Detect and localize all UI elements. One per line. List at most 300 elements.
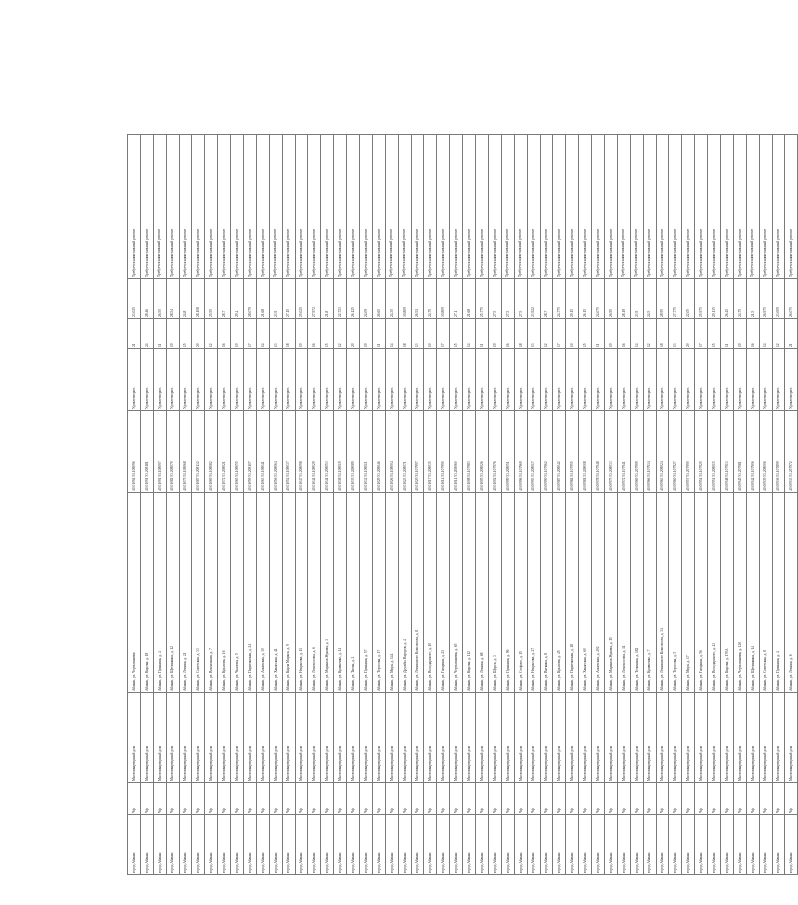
cell-status-note: Требуется капитальный ремонт	[592, 135, 605, 279]
cell-municipality: город Абакан	[514, 815, 527, 875]
cell-municipality: город Абакан	[128, 815, 141, 875]
cell-address: Абакан, ул. Щетинкина, д. 14	[746, 493, 759, 693]
cell-year-count: 18	[514, 319, 527, 349]
table-row	[179, 135, 192, 875]
cell-building-type: Многоквартирный дом	[708, 693, 721, 783]
cell-address: Абакан, ул. Вокзальная, д. 7	[205, 493, 218, 693]
cell-building-type: Многоквартирный дом	[720, 693, 733, 783]
cell-area: 24.75	[733, 279, 746, 319]
table-row	[153, 135, 166, 875]
cell-cadastral: 40.00951 53.208015	[708, 411, 721, 493]
cell-category: Чф	[192, 783, 205, 815]
cell-building-type: Многоквартирный дом	[179, 693, 192, 783]
table-row	[231, 135, 244, 875]
cell-area: 24.35	[385, 279, 398, 319]
table-row	[566, 135, 579, 875]
cell-category: Чф	[553, 783, 566, 815]
cell-status-note: Требуется капитальный ремонт	[463, 135, 476, 279]
cell-building-type: Многоквартирный дом	[334, 693, 347, 783]
cell-year-count: 15	[450, 319, 463, 349]
cell-municipality: город Абакан	[218, 815, 231, 875]
cell-area: 28.95	[656, 279, 669, 319]
table-row	[682, 135, 695, 875]
cell-condition: Удовлетворит.	[166, 349, 179, 411]
cell-cadastral: 40.00963 53.208024	[656, 411, 669, 493]
cell-building-type: Многоквартирный дом	[308, 693, 321, 783]
cell-cadastral: 40.00957 53.207990	[682, 411, 695, 493]
cell-category: Чф	[128, 783, 141, 815]
cell-municipality: город Абакан	[153, 815, 166, 875]
cell-category: Чф	[630, 783, 643, 815]
cell-cadastral: 40.00954 51.107920	[695, 411, 708, 493]
cell-condition: Удовлетворит.	[140, 349, 153, 411]
table-row	[772, 135, 785, 875]
cell-cadastral: 40.01052 51.108037	[282, 411, 295, 493]
cell-municipality: город Абакан	[772, 815, 785, 875]
cell-municipality: город Абакан	[785, 815, 798, 875]
cell-year-count: 19	[295, 319, 308, 349]
cell-cadastral: 40.01011 53.208060	[450, 411, 463, 493]
cell-municipality: город Абакан	[682, 815, 695, 875]
cell-address: Абакан, ул. Тихая, д. 2	[347, 493, 360, 693]
cell-area: 23.025	[128, 279, 141, 319]
cell-address: Абакан, ул. Ломоносова, д. 6	[308, 493, 321, 693]
cell-condition: Удовлетворит.	[746, 349, 759, 411]
cell-area: 24.75	[424, 279, 437, 319]
cell-condition: Удовлетворит.	[424, 349, 437, 411]
cell-cadastral: 40.01047 53.208098	[295, 411, 308, 493]
cell-area: 28.079	[244, 279, 257, 319]
cell-address: Абакан, ул. Вяткина, д. 8	[540, 493, 553, 693]
cell-category: Чф	[501, 783, 514, 815]
cell-status-note: Требуется капитальный ремонт	[231, 135, 244, 279]
cell-cadastral: 40.00945 53.207981	[733, 411, 746, 493]
cell-municipality: город Абакан	[334, 815, 347, 875]
cell-area: 25.975	[695, 279, 708, 319]
cell-municipality: город Абакан	[656, 815, 669, 875]
cell-year-count: 19	[488, 319, 501, 349]
cell-address: Абакан, ул. Маршала Жукова, д. 15	[604, 493, 617, 693]
cell-category: Чф	[476, 783, 489, 815]
cell-cadastral: 40.00975 53.208033	[604, 411, 617, 493]
cell-year-count: 10	[424, 319, 437, 349]
cell-building-type: Многоквартирный дом	[231, 693, 244, 783]
cell-condition: Удовлетворит.	[514, 349, 527, 411]
cell-cadastral: 40.00996 51.107969	[514, 411, 527, 493]
cell-category: Чф	[540, 783, 553, 815]
cell-building-type: Многоквартирный дом	[450, 693, 463, 783]
cell-category: Чф	[604, 783, 617, 815]
cell-address: Абакан, ул. Пушкина, д. 4	[153, 493, 166, 693]
cell-condition: Удовлетворит.	[579, 349, 592, 411]
cell-condition: Удовлетворит.	[643, 349, 656, 411]
cell-category: Чф	[695, 783, 708, 815]
table-row	[282, 135, 295, 875]
table-row	[166, 135, 179, 875]
table-row	[437, 135, 450, 875]
cell-building-type: Многоквартирный дом	[218, 693, 231, 783]
cell-category: Чф	[347, 783, 360, 815]
cell-municipality: город Абакан	[244, 815, 257, 875]
cell-status-note: Требуется капитальный ремонт	[604, 135, 617, 279]
cell-year-count: 20	[192, 319, 205, 349]
cell-category: Чф	[682, 783, 695, 815]
cell-status-note: Требуется капитальный ремонт	[334, 135, 347, 279]
cell-area: 24.075	[592, 279, 605, 319]
cell-condition: Удовлетворит.	[179, 349, 192, 411]
cell-condition: Удовлетворит.	[347, 349, 360, 411]
cell-area: 23.9	[630, 279, 643, 319]
cell-condition: Удовлетворит.	[256, 349, 269, 411]
cell-area: 25.025	[295, 279, 308, 319]
cell-area: 21.68	[463, 279, 476, 319]
table-row	[746, 135, 759, 875]
cell-status-note: Требуется капитальный ремонт	[205, 135, 218, 279]
cell-year-count: 12	[643, 319, 656, 349]
cell-building-type: Многоквартирный дом	[385, 693, 398, 783]
cell-municipality: город Абакан	[140, 815, 153, 875]
cell-category: Чф	[643, 783, 656, 815]
cell-status-note: Требуется капитальный ремонт	[579, 135, 592, 279]
cell-building-type: Многоквартирный дом	[321, 693, 334, 783]
cell-status-note: Требуется капитальный ремонт	[424, 135, 437, 279]
cell-area: 29.4	[231, 279, 244, 319]
cell-status-note: Требуется капитальный ремонт	[437, 135, 450, 279]
cell-address: Абакан, ул. Некрасова, д. 11	[295, 493, 308, 693]
cell-building-type: Многоквартирный дом	[476, 693, 489, 783]
cell-condition: Удовлетворит.	[708, 349, 721, 411]
cell-year-count: 19	[733, 319, 746, 349]
cell-status-note: Требуется капитальный ремонт	[566, 135, 579, 279]
cell-condition: Удовлетворит.	[772, 349, 785, 411]
cell-address: Абакан, ул. Мира, д. 144	[385, 493, 398, 693]
cell-building-type: Многоквартирный дом	[695, 693, 708, 783]
cell-status-note: Требуется капитальный ремонт	[527, 135, 540, 279]
cell-area: 25.55	[205, 279, 218, 319]
cell-address: Абакан, ул. Дружбы Народов, д. 4	[398, 493, 411, 693]
cell-condition: Удовлетворит.	[527, 349, 540, 411]
table-row	[785, 135, 798, 875]
cell-municipality: город Абакан	[669, 815, 682, 875]
cell-status-note: Требуется капитальный ремонт	[785, 135, 798, 279]
cell-area: 23.9	[269, 279, 282, 319]
cell-area: 21.8	[321, 279, 334, 319]
cell-condition: Удовлетворит.	[720, 349, 733, 411]
cell-cadastral: 40.01075 51.108068	[179, 411, 192, 493]
cell-condition: Удовлетворит.	[295, 349, 308, 411]
cell-year-count: 16	[308, 319, 321, 349]
cell-area: 26.52	[411, 279, 424, 319]
cell-category: Чф	[450, 783, 463, 815]
cell-year-count: 19	[360, 319, 373, 349]
cell-area: 28.46	[140, 279, 153, 319]
cell-cadastral: 40.01017 53.208035	[424, 411, 437, 493]
cell-category: Чф	[269, 783, 282, 815]
cell-year-count: 15	[179, 319, 192, 349]
cell-status-note: Требуется капитальный ремонт	[166, 135, 179, 279]
cell-cadastral: 40.01087 53.208132	[192, 411, 205, 493]
cell-building-type: Многоквартирный дом	[295, 693, 308, 783]
cell-category: Чф	[579, 783, 592, 815]
cell-cadastral: 40.00966 51.107934	[643, 411, 656, 493]
cell-address: Абакан, ул. Ленина, д. 6	[785, 493, 798, 693]
table-row	[295, 135, 308, 875]
cell-year-count: 20	[682, 319, 695, 349]
cell-area: 30.809	[398, 279, 411, 319]
cell-cadastral: 40.01038 51.108019	[334, 411, 347, 493]
cell-condition: Удовлетворит.	[463, 349, 476, 411]
cell-building-type: Многоквартирный дом	[604, 693, 617, 783]
cell-municipality: город Абакан	[553, 815, 566, 875]
cell-building-type: Многоквартирный дом	[514, 693, 527, 783]
table-row	[643, 135, 656, 875]
cell-cadastral: 40.01014 51.107990	[437, 411, 450, 493]
cell-municipality: город Абакан	[695, 815, 708, 875]
cell-condition: Удовлетворит.	[398, 349, 411, 411]
table-row	[540, 135, 553, 875]
cell-building-type: Многоквартирный дом	[579, 693, 592, 783]
cell-status-note: Требуется капитальный ремонт	[269, 135, 282, 279]
buildings-table	[127, 134, 798, 875]
cell-address: Абакан, ул. Кирова, д. 18	[140, 493, 153, 693]
cell-area: 28.19	[617, 279, 630, 319]
cell-category: Чф	[733, 783, 746, 815]
cell-area: 25.775	[476, 279, 489, 319]
table-row	[759, 135, 772, 875]
cell-building-type: Многоквартирный дом	[411, 693, 424, 783]
cell-address: Абакан, ул. Крылова, д. 45	[553, 493, 566, 693]
cell-address: Абакан, ул. Советская, д. 33	[192, 493, 205, 693]
table-row	[128, 135, 141, 875]
cell-year-count: 11	[592, 319, 605, 349]
cell-condition: Удовлетворит.	[695, 349, 708, 411]
cell-address: Абакан, ул. Торосова, д. 17	[372, 493, 385, 693]
cell-cadastral: 40.01035 53.208089	[347, 411, 360, 493]
cell-year-count: 21	[128, 319, 141, 349]
cell-category: Чф	[656, 783, 669, 815]
table-row	[656, 135, 669, 875]
cell-area: 26.45	[720, 279, 733, 319]
cell-status-note: Требуется капитальный ремонт	[398, 135, 411, 279]
table-row	[630, 135, 643, 875]
cell-cadastral: 40.01020 51.107997	[411, 411, 424, 493]
cell-municipality: город Абакан	[733, 815, 746, 875]
cell-status-note: Требуется капитальный ремонт	[179, 135, 192, 279]
cell-category: Чф	[669, 783, 682, 815]
cell-category: Чф	[166, 783, 179, 815]
cell-status-note: Требуется капитальный ремонт	[656, 135, 669, 279]
cell-address: Абакан, ул. Аскизская, д. 202	[592, 493, 605, 693]
cell-category: Чф	[772, 783, 785, 815]
cell-cadastral: 40.01032 51.108011	[360, 411, 373, 493]
cell-condition: Удовлетворит.	[153, 349, 166, 411]
cell-status-note: Требуется капитальный ремонт	[218, 135, 231, 279]
cell-municipality: город Абакан	[295, 815, 308, 875]
cell-building-type: Многоквартирный дом	[192, 693, 205, 783]
cell-municipality: город Абакан	[592, 815, 605, 875]
cell-year-count: 16	[617, 319, 630, 349]
cell-building-type: Многоквартирный дом	[347, 693, 360, 783]
cell-building-type: Многоквартирный дом	[256, 693, 269, 783]
cell-condition: Удовлетворит.	[604, 349, 617, 411]
cell-category: Чф	[759, 783, 772, 815]
cell-year-count: 18	[656, 319, 669, 349]
cell-category: Чф	[282, 783, 295, 815]
cell-status-note: Требуется капитальный ремонт	[411, 135, 424, 279]
cell-category: Чф	[488, 783, 501, 815]
cell-cadastral: 40.01082 53.208070	[166, 411, 179, 493]
cell-condition: Удовлетворит.	[360, 349, 373, 411]
cell-year-count: 16	[218, 319, 231, 349]
cell-year-count: 16	[746, 319, 759, 349]
cell-address: Абакан, ул. Кирова, д. 170А	[720, 493, 733, 693]
cell-building-type: Многоквартирный дом	[205, 693, 218, 783]
cell-building-type: Многоквартирный дом	[772, 693, 785, 783]
table-row	[514, 135, 527, 875]
cell-year-count: 18	[282, 319, 295, 349]
cell-condition: Удовлетворит.	[372, 349, 385, 411]
cell-category: Чф	[424, 783, 437, 815]
cell-status-note: Требуется капитальный ремонт	[360, 135, 373, 279]
cell-municipality: город Абакан	[385, 815, 398, 875]
cell-area: 22.723	[334, 279, 347, 319]
cell-address: Абакан, ул. Мира, д. 17	[682, 493, 695, 693]
cell-condition: Удовлетворит.	[759, 349, 772, 411]
table-row	[244, 135, 257, 875]
cell-area: 27.5	[514, 279, 527, 319]
rotated-table-anchor	[127, 135, 794, 873]
cell-status-note: Требуется капитальный ремонт	[450, 135, 463, 279]
cell-address: Абакан, ул. Кравченко, д. 7	[643, 493, 656, 693]
cell-address: Абакан, ул. Пирятинская, д. 18	[566, 493, 579, 693]
table-row	[269, 135, 282, 875]
cell-address: Абакан, ул. Чертыгашева	[128, 493, 141, 693]
cell-municipality: город Абакан	[463, 815, 476, 875]
table-row	[256, 135, 269, 875]
cell-municipality: город Абакан	[476, 815, 489, 875]
cell-category: Чф	[153, 783, 166, 815]
cell-category: Чф	[411, 783, 424, 815]
cell-status-note: Требуется капитальный ремонт	[720, 135, 733, 279]
cell-municipality: город Абакан	[398, 815, 411, 875]
cell-status-note: Требуется капитальный ремонт	[372, 135, 385, 279]
cell-cadastral: 40.00948 51.107913	[720, 411, 733, 493]
cell-building-type: Многоквартирный дом	[463, 693, 476, 783]
cell-status-note: Требуется капитальный ремонт	[617, 135, 630, 279]
table-row	[205, 135, 218, 875]
cell-area: 24.5	[643, 279, 656, 319]
cell-year-count: 13	[269, 319, 282, 349]
table-row	[553, 135, 566, 875]
cell-condition: Удовлетворит.	[205, 349, 218, 411]
cell-building-type: Многоквартирный дом	[592, 693, 605, 783]
cell-condition: Удовлетворит.	[321, 349, 334, 411]
cell-category: Чф	[592, 783, 605, 815]
cell-address: Абакан, ул. Щорса, д. 3	[488, 493, 501, 693]
cell-status-note: Требуется капитальный ремонт	[153, 135, 166, 279]
cell-status-note: Требуется капитальный ремонт	[128, 135, 141, 279]
cell-area: 28.7	[218, 279, 231, 319]
cell-status-note: Требуется капитальный ремонт	[501, 135, 514, 279]
cell-cadastral: 40.00981 53.208008	[579, 411, 592, 493]
cell-building-type: Многоквартирный дом	[269, 693, 282, 783]
table-row	[604, 135, 617, 875]
cell-area: 27.1	[450, 279, 463, 319]
cell-area: 26.125	[347, 279, 360, 319]
cell-category: Чф	[720, 783, 733, 815]
cell-condition: Удовлетворит.	[450, 349, 463, 411]
cell-cadastral: 40.01094 51.108096	[128, 411, 141, 493]
table-row	[218, 135, 231, 875]
cell-building-type: Многоквартирный дом	[140, 693, 153, 783]
cell-municipality: город Абакан	[256, 815, 269, 875]
cell-category: Чф	[785, 783, 798, 815]
cell-status-note: Требуется капитальный ремонт	[682, 135, 695, 279]
table-row	[372, 135, 385, 875]
cell-category: Чф	[205, 783, 218, 815]
table-row	[720, 135, 733, 875]
cell-cadastral: 40.01072 53.208021	[218, 411, 231, 493]
cell-building-type: Многоквартирный дом	[759, 693, 772, 783]
cell-municipality: город Абакан	[630, 815, 643, 875]
cell-year-count: 17	[553, 319, 566, 349]
cell-area: 27.15	[282, 279, 295, 319]
cell-building-type: Многоквартирный дом	[166, 693, 179, 783]
cell-address: Абакан, ул. Торосова, д. 5	[669, 493, 682, 693]
cell-address: Абакан, ул. Крылова, д. 16	[218, 493, 231, 693]
table-row	[527, 135, 540, 875]
cell-municipality: город Абакан	[347, 815, 360, 875]
table-row	[501, 135, 514, 875]
cell-cadastral: 40.00972 51.107941	[617, 411, 630, 493]
cell-address: Абакан, ул. Ленина, д. 68	[476, 493, 489, 693]
cell-municipality: город Абакан	[231, 815, 244, 875]
cell-category: Чф	[463, 783, 476, 815]
cell-year-count: 11	[720, 319, 733, 349]
cell-area: 24.8	[179, 279, 192, 319]
table-row	[669, 135, 682, 875]
cell-address: Абакан, ул. Пушкина, д. 96	[501, 493, 514, 693]
cell-year-count: 15	[708, 319, 721, 349]
cell-area: 21.68	[256, 279, 269, 319]
cell-building-type: Многоквартирный дом	[282, 693, 295, 783]
cell-condition: Удовлетворит.	[269, 349, 282, 411]
cell-building-type: Многоквартирный дом	[437, 693, 450, 783]
cell-status-note: Требуется капитальный ремонт	[630, 135, 643, 279]
cell-address: Абакан, ул. Хакасская, д. 60	[579, 493, 592, 693]
cell-condition: Удовлетворит.	[733, 349, 746, 411]
cell-year-count: 20	[347, 319, 360, 349]
cell-condition: Удовлетворит.	[308, 349, 321, 411]
cell-municipality: город Абакан	[617, 815, 630, 875]
cell-condition: Удовлетворит.	[218, 349, 231, 411]
cell-status-note: Требуется капитальный ремонт	[733, 135, 746, 279]
cell-cadastral: 40.01008 51.107983	[463, 411, 476, 493]
cell-address: Абакан, ул. Ленина, д. 21	[179, 493, 192, 693]
table-row	[476, 135, 489, 875]
cell-address: Абакан, ул. Тельмана, д. 182	[630, 493, 643, 693]
cell-building-type: Многоквартирный дом	[527, 693, 540, 783]
cell-municipality: город Абакан	[192, 815, 205, 875]
cell-address: Абакан, ул. Володарского, д. 10	[424, 493, 437, 693]
cell-condition: Удовлетворит.	[244, 349, 257, 411]
cell-status-note: Требуется капитальный ремонт	[772, 135, 785, 279]
cell-category: Чф	[244, 783, 257, 815]
table-body	[128, 135, 798, 875]
cell-year-count: 13	[411, 319, 424, 349]
cell-year-count: 12	[205, 319, 218, 349]
table-row	[708, 135, 721, 875]
